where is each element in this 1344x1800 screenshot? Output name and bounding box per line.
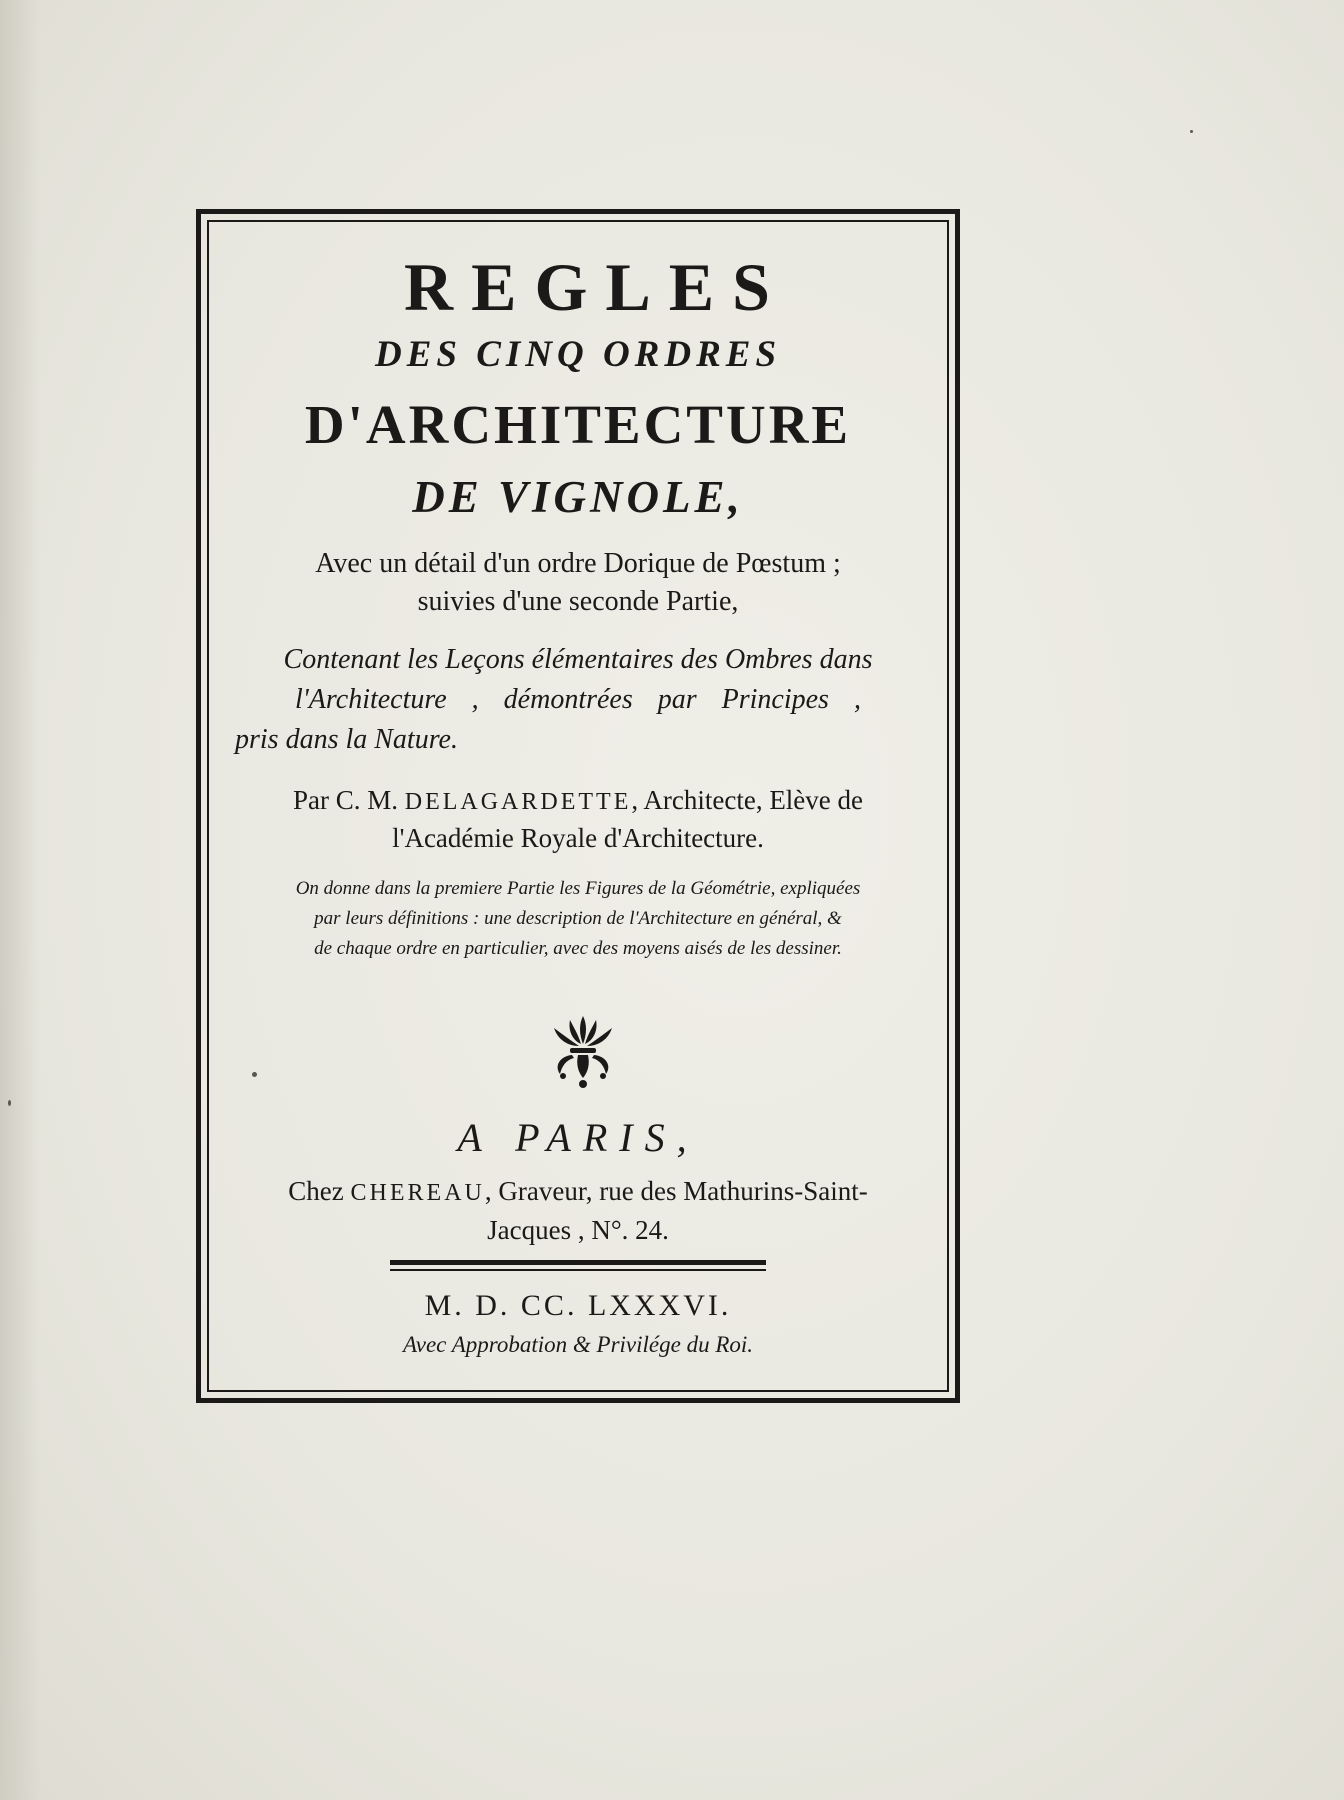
imprint-line-2: Jacques , N°. 24.	[487, 1215, 669, 1245]
paper-speck	[1190, 130, 1193, 133]
author-prefix: Par C. M.	[292, 785, 405, 815]
spine-shadow	[0, 0, 40, 1800]
description-line-1: Avec un détail d'un ordre Dorique de Pœstum ;	[315, 548, 841, 579]
note-line-3: de chaque ordre en particulier, avec des moyens aisés de les dessiner.	[314, 938, 842, 959]
description-line-5: pris dans la Nature.	[235, 724, 458, 755]
divider-rule-thick	[390, 1260, 766, 1265]
author-name: DELAGARDETTE	[404, 789, 632, 815]
note-line-2: par leurs définitions : une description de l'Architecture en général, &	[314, 908, 842, 929]
imprint-city: A PARIS,	[457, 1115, 699, 1160]
divider-rule-thin	[390, 1269, 766, 1271]
description-line-2: suivies d'une seconde Partie,	[417, 586, 739, 617]
imprint-line-1	[215, 1176, 941, 1207]
imprint-prefix: Chez	[288, 1176, 351, 1206]
book-title: REGLES	[404, 249, 788, 325]
imprint-suffix: , Graveur, rue des Mathurins-Saint-	[484, 1176, 868, 1206]
title-page	[215, 228, 941, 1384]
author-line-1	[215, 785, 941, 816]
subtitle-line-3: DE VIGNOLE,	[412, 472, 744, 522]
publication-date: M. D. CC. LXXXVI.	[424, 1289, 732, 1322]
author-line-2: l'Académie Royale d'Architecture.	[392, 823, 764, 853]
author-suffix: , Architecte, Elève de	[631, 785, 864, 815]
fleuron-icon	[548, 1010, 618, 1090]
paper-speck	[8, 1100, 11, 1106]
subtitle-line-1: DES CINQ ORDRES	[374, 334, 782, 375]
description-line-4: l'Architecture , démontrées par Principes ,	[295, 684, 861, 715]
privilege-line: Avec Approbation & Privilége du Roi.	[402, 1332, 754, 1357]
note-line-1: On donne dans la premiere Partie les Figures de la Géométrie, expliquées	[295, 878, 861, 899]
imprint-publisher: CHEREAU	[350, 1180, 485, 1206]
subtitle-line-2: D'ARCHITECTURE	[304, 394, 852, 455]
description-line-3: Contenant les Leçons élémentaires des Ombres dans	[283, 644, 873, 675]
